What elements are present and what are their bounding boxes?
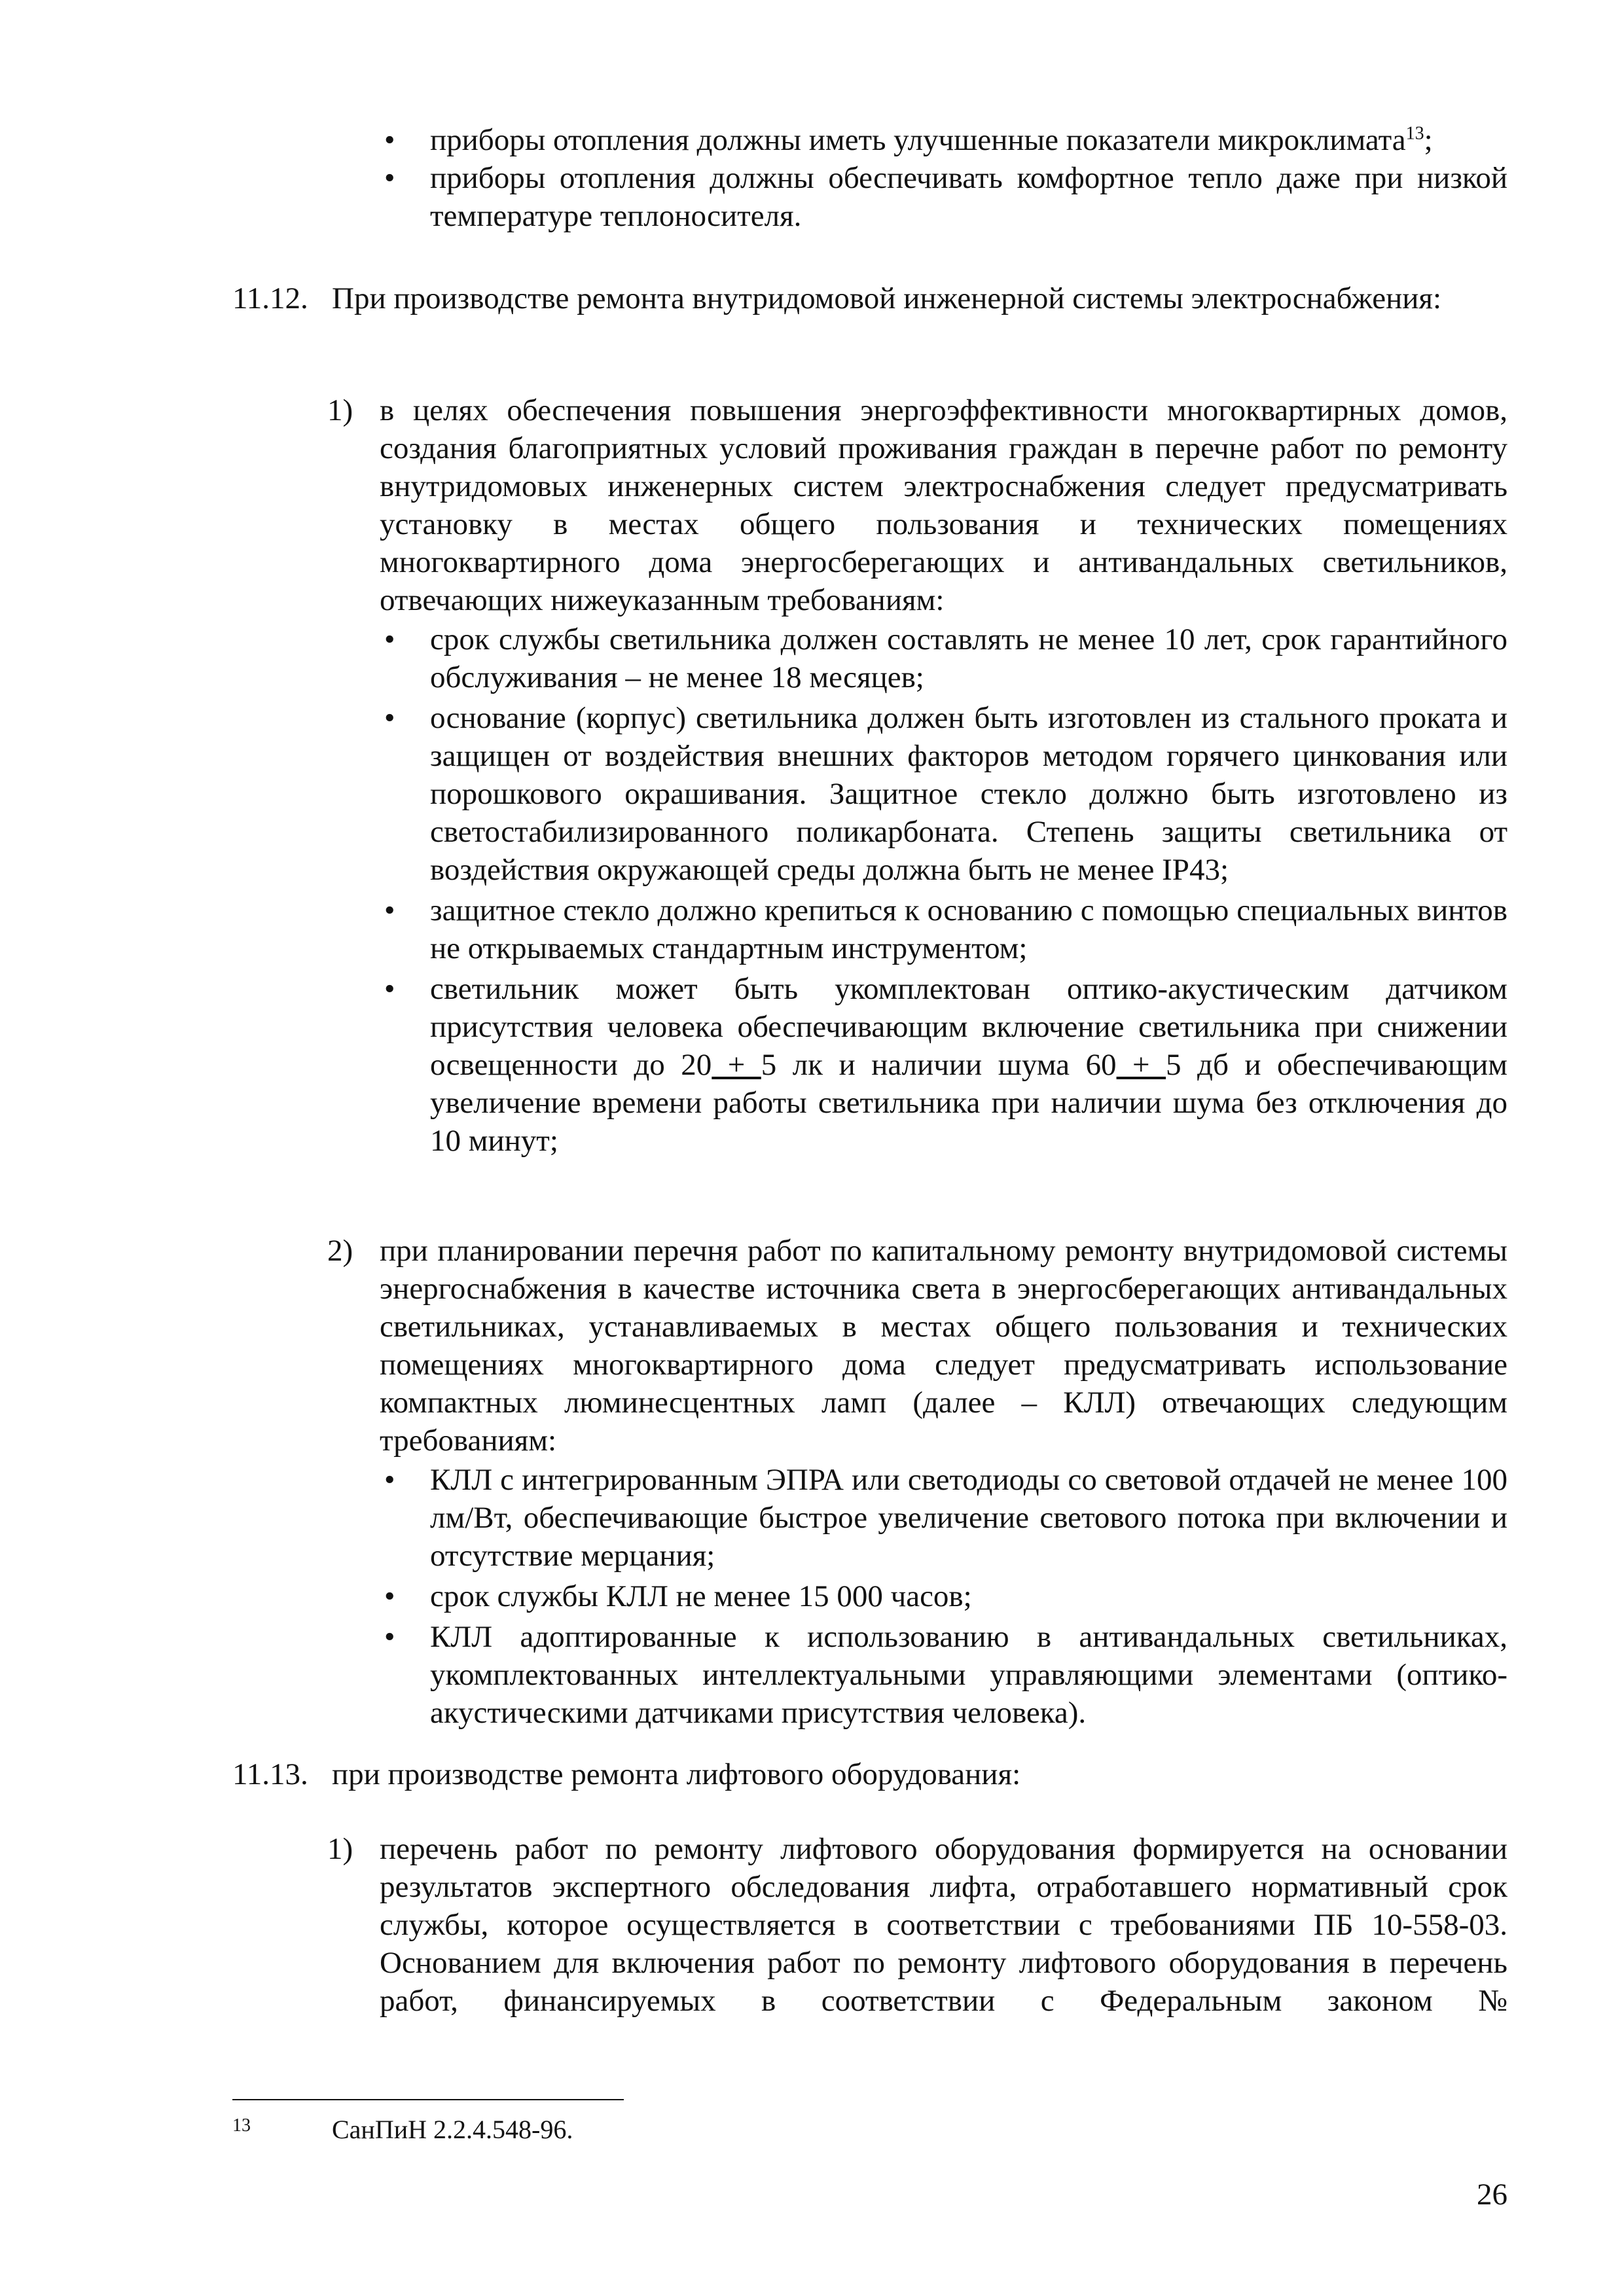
bullet-icon: • (384, 622, 395, 656)
bullet-icon: • (384, 972, 395, 1006)
list-item (383, 699, 1507, 889)
list-item (383, 891, 1507, 967)
footnote-reference[interactable]: 13 (1405, 123, 1424, 144)
section-number: 11.13. (232, 1757, 308, 1791)
bullet-text: основание (корпус) светильника должен быть изготовлен из стального проката и защищен от воздействия внешних факторов методом горячего цинкования или порошкового окрашивания. Защитное стекло должно быть изготовлено из светостабилизированного поликарбоната. Степень защиты светильника от воздействия окружающей среды должна быть не менее IP43; (430, 701, 1507, 887)
bullet-text: КЛЛ адоптированные к использованию в антивандальных светильниках, укомплектованных интеллектуальными управляющими элементами (оптико-акустическими датчиками присутствия человека). (430, 1620, 1507, 1730)
item-marker: 2) (327, 1234, 353, 1268)
plus-minus-sign: + (712, 1048, 761, 1082)
item-marker: 1) (327, 393, 353, 427)
item-text: перечень работ по ремонту лифтового оборудования формируется на основании результатов экспертного обследования лифта, отработавшего нормативный срок службы, которое осуществляется в соответствии с требованиями ПБ 10-558-03. Основанием для включения работ по ремонту лифтового оборудования в перечень работ, финансируемых в соответствии с Федеральным законом № (380, 1832, 1507, 2018)
bullet-text: КЛЛ с интегрированным ЭПРА или светодиоды со световой отдачей не менее 100 лм/Вт, обеспечивающие быстрое увеличение светового потока при включении и отсутствие мерцания; (430, 1463, 1507, 1573)
footnote-text: СанПиН 2.2.4.548-96. (332, 2115, 573, 2144)
list-item (383, 159, 1507, 235)
bullet-icon: • (384, 1620, 395, 1654)
bullet-icon: • (384, 1579, 395, 1613)
section-number: 11.12. (232, 281, 308, 315)
section-11-12 (232, 279, 1507, 355)
section-11-13 (232, 1755, 1507, 1793)
bullet-text: защитное стекло должно крепиться к основанию с помощью специальных винтов не открываемых стандартным инструментом; (430, 893, 1507, 965)
footnote-separator (232, 2099, 624, 2100)
footnote-number: 13 (232, 2115, 251, 2136)
item-text: при планировании перечня работ по капитальному ремонту внутридомовой системы энергоснабжения в качестве источника света в энергосберегающих антивандальных светильниках, устанавливаемых в местах общего пользования и технических помещениях многоквартирного дома следует предусматривать использование компактных люминесцентных ламп (далее – КЛЛ) отвечающих следующим требованиям: (380, 1234, 1507, 1458)
bullet-text: приборы отопления должны иметь улучшенные показатели микроклимата (430, 123, 1406, 157)
list-item (383, 1618, 1507, 1732)
bullet-text (430, 970, 1507, 1160)
bullet-text: срок службы светильника должен составлять не менее 10 лет, срок гарантийного обслуживания – не менее 18 месяцев; (430, 622, 1507, 694)
bullet-icon: • (384, 701, 395, 735)
page-number: 26 (1477, 2178, 1507, 2212)
section-11-12-item-2-bullets (383, 1461, 1507, 1732)
list-item (383, 121, 1507, 159)
section-heading: при производстве ремонта лифтового оборудования: (332, 1757, 1021, 1791)
bullet-icon: • (384, 123, 395, 157)
section-heading: При производстве ремонта внутридомовой инженерной системы электроснабжения: (332, 281, 1442, 315)
top-bullet-list (383, 121, 1507, 235)
list-item (383, 1461, 1507, 1575)
punctuation: ; (1424, 123, 1433, 157)
bullet-text: срок службы КЛЛ не менее 15 000 часов; (430, 1579, 972, 1613)
plus-minus-sign: + (1116, 1048, 1166, 1082)
list-item (383, 970, 1507, 1160)
text-fragment: 5 лк и наличии шума 60 (761, 1048, 1117, 1082)
bullet-icon: • (384, 161, 395, 195)
text-fragment: светильник может быть укомплектован оптико-акустическим датчиком присутствия человека обеспечивающим включение светильника при снижении освещенности до 20 (430, 972, 1507, 1082)
item-text: в целях обеспечения повышения энергоэффективности многоквартирных домов, создания благоприятных условий проживания граждан в перечне работ по ремонту внутридомовых инженерных систем электроснабжения следует предусматривать установку в местах общего пользования и технических помещениях многоквартирного дома энергосберегающих и антивандальных светильников, отвечающих нижеуказанным требованиям: (380, 393, 1507, 617)
item-marker: 1) (327, 1832, 353, 1866)
bullet-icon: • (384, 893, 395, 927)
section-11-12-item-1-bullets (383, 620, 1507, 1160)
list-item (383, 1577, 1507, 1615)
list-item (383, 620, 1507, 696)
text-fragment: 5 дб и обеспечивающим увеличение времени работы светильника при наличии шума без отключения до 10 минут; (430, 1048, 1507, 1158)
bullet-icon: • (384, 1463, 395, 1497)
bullet-text: приборы отопления должны обеспечивать комфортное тепло даже при низкой температуре теплоносителя. (430, 161, 1507, 233)
